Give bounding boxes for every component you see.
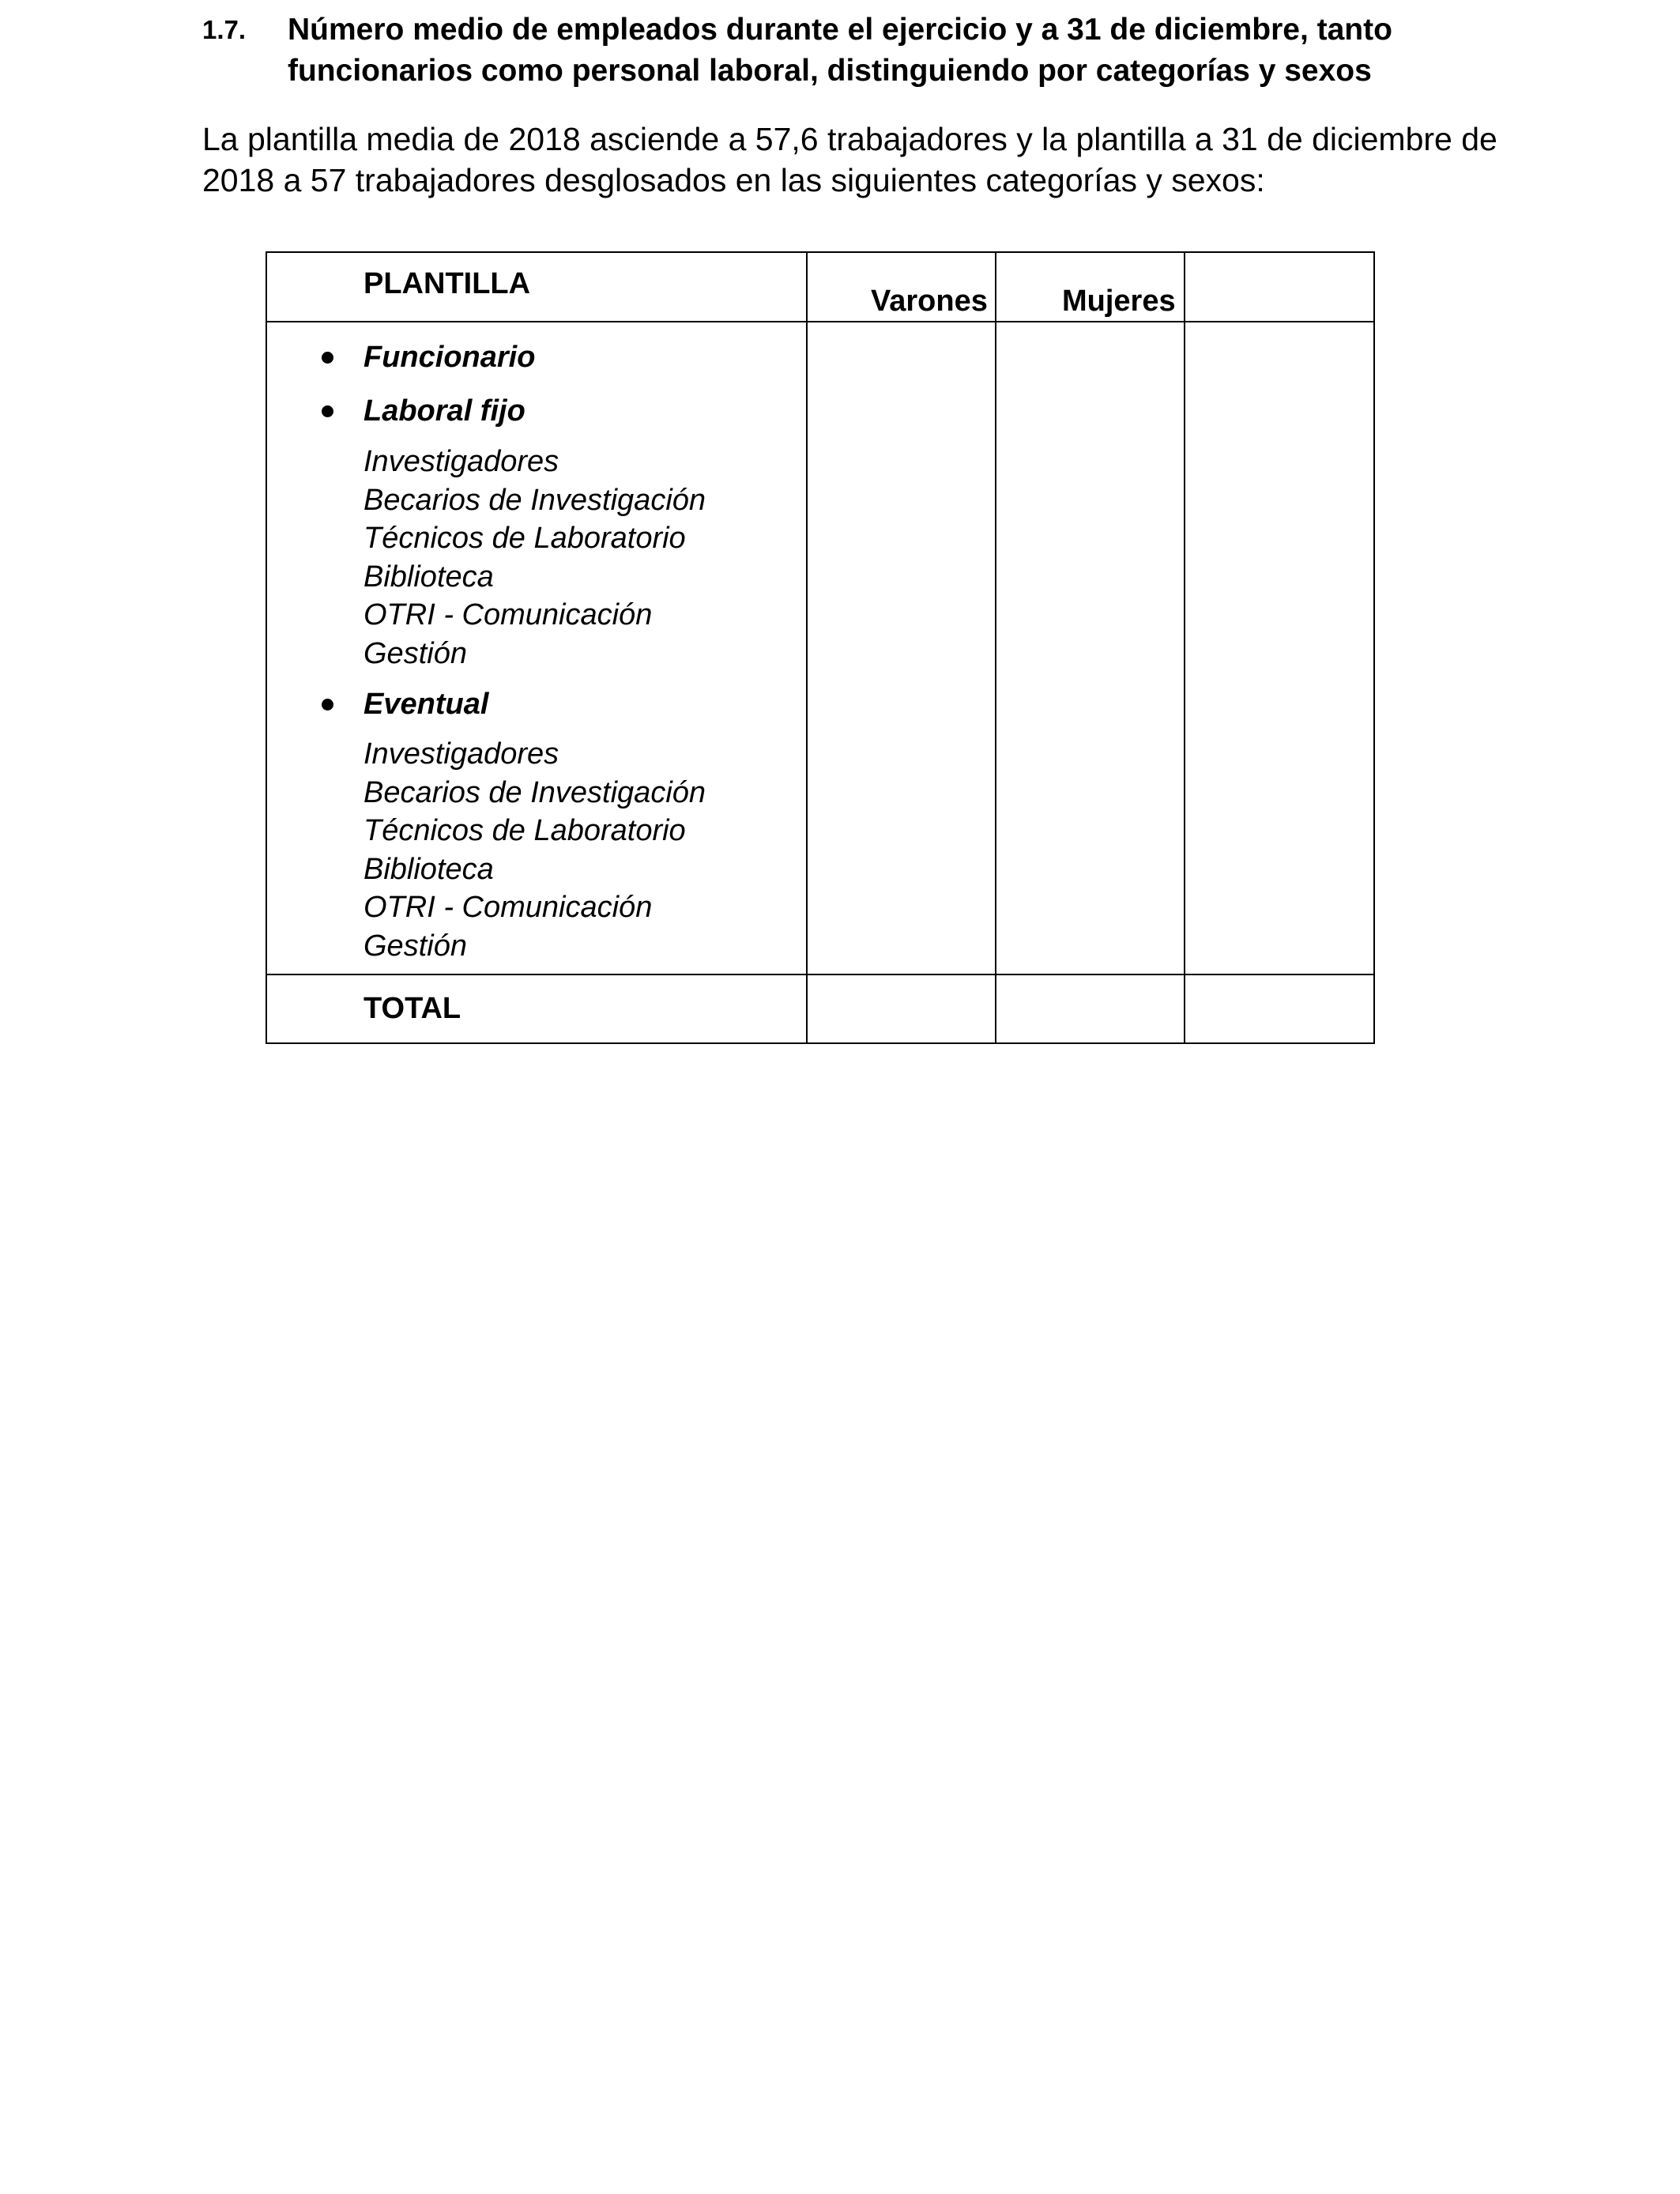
list-item: Investigadores (363, 445, 559, 478)
list-item: OTRI - Comunicación (363, 598, 653, 631)
header-mujeres: Mujeres (1062, 285, 1176, 318)
list-item: Becarios de Investigación (363, 775, 706, 809)
list-item: Biblioteca (363, 852, 494, 886)
category-funcionario: Funcionario (363, 341, 536, 374)
category-laboral-fijo: Laboral fijo (363, 394, 525, 428)
bullet-icon (322, 352, 333, 364)
eventual-list (363, 735, 706, 965)
list-item: Técnicos de Laboratorio (363, 522, 686, 555)
column-divider (1184, 253, 1185, 1042)
laboral-fijo-list (363, 443, 706, 673)
total-label: TOTAL (363, 992, 461, 1025)
row-divider (267, 321, 1373, 322)
header-varones: Varones (871, 285, 988, 318)
list-item: Biblioteca (363, 560, 494, 594)
list-item: Investigadores (363, 737, 559, 771)
row-divider (267, 974, 1373, 975)
bullet-icon (322, 699, 333, 711)
column-divider (806, 253, 808, 1042)
list-item: OTRI - Comunicación (363, 891, 653, 924)
bullet-icon (322, 405, 333, 417)
intro-paragraph: La plantilla media de 2018 asciende a 57,6 trabajadores y la plantilla a 31 de diciembre de 2018 a 57 trabajadores desglosados en las siguientes categorías y sexos: (202, 121, 1497, 198)
header-plantilla: PLANTILLA (363, 267, 531, 300)
list-item: Becarios de Investigación (363, 483, 706, 517)
section-title: Número medio de empleados durante el ejercicio y a 31 de diciembre, tanto funcionarios como personal laboral, distinguiendo por categorías y sexos (288, 13, 1392, 88)
list-item: Gestión (363, 929, 467, 963)
plantilla-table (266, 251, 1375, 1044)
section-number: 1.7. (202, 15, 247, 44)
list-item: Gestión (363, 636, 467, 670)
category-eventual: Eventual (363, 688, 489, 721)
list-item: Técnicos de Laboratorio (363, 814, 686, 847)
column-divider (995, 253, 996, 1042)
